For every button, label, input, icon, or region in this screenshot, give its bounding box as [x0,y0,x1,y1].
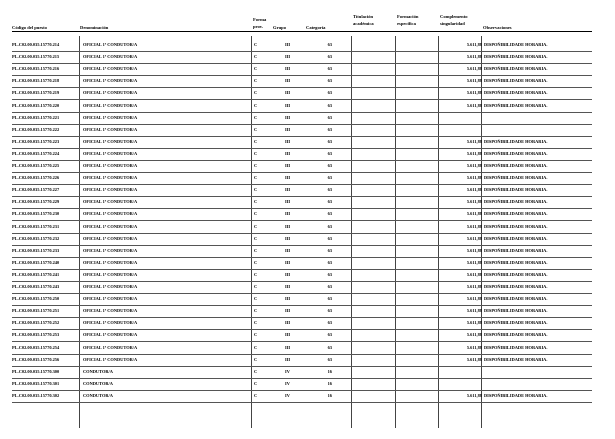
cell-denominacion: OFICIAL 1ª CONDUTOR/A [83,138,138,144]
table-row [12,113,592,125]
header-rule [12,31,592,32]
cell-forma: C [254,54,258,60]
header-titulacion-line2: académica [353,21,374,26]
cell-grupo: IV [285,380,290,386]
cell-complemento: 5.611,88 [466,199,482,205]
cell-codigo: PL.C02.00.035.15770.225 [12,163,60,168]
cell-denominacion: OFICIAL 1ª CONDUTOR/A [83,308,138,314]
cell-forma: C [254,368,258,374]
cell-observaciones: DISPOÑIBILIDADE HORARIA. [484,320,548,326]
header-complemento-line2: singularidad [440,21,465,26]
cell-denominacion: OFICIAL 1ª CONDUTOR/A [83,235,138,241]
cell-categoria: 63 [327,175,332,181]
cell-grupo: III [285,54,291,60]
cell-forma: C [254,356,258,362]
cell-denominacion: OFICIAL 1ª CONDUTOR/A [83,54,138,60]
cell-denominacion: OFICIAL 1ª CONDUTOR/A [83,259,138,265]
cell-denominacion: CONDUTOR/A [83,392,113,398]
cell-categoria: 63 [327,332,332,338]
cell-grupo: III [285,187,291,193]
table-row [12,173,592,185]
cell-complemento: 5.611,88 [466,392,482,398]
table-row [12,294,592,306]
cell-categoria: 63 [327,187,332,193]
cell-forma: C [254,42,258,47]
cell-observaciones: DISPOÑIBILIDADE HORARIA. [484,42,548,47]
cell-denominacion: CONDUTOR/A [83,380,113,386]
cell-categoria: 63 [327,296,332,302]
header-codigo: Código del puesto [12,25,47,30]
cell-forma: C [254,223,258,229]
cell-observaciones: DISPOÑIBILIDADE HORARIA. [484,150,548,156]
cell-categoria: 63 [327,223,332,229]
cell-forma: C [254,392,258,398]
table-row [12,306,592,318]
cell-categoria: 63 [327,102,332,108]
table-row [12,391,592,403]
table-row [12,246,592,258]
cell-forma: C [254,344,258,350]
cell-denominacion: OFICIAL 1ª CONDUTOR/A [83,356,138,362]
table-row [12,234,592,246]
header-formacion-line2: específica [397,21,416,26]
cell-codigo: PL.C02.00.035.15770.218 [12,78,60,84]
cell-codigo: PL.C02.00.035.15770.233 [12,247,60,253]
cell-codigo: PL.C02.00.035.15770.220 [12,102,60,108]
cell-observaciones: DISPOÑIBILIDADE HORARIA. [484,284,548,289]
cell-observaciones: DISPOÑIBILIDADE HORARIA. [484,90,548,96]
cell-grupo: IV [285,368,290,374]
table-row [12,40,592,52]
cell-observaciones: DISPOÑIBILIDADE HORARIA. [484,66,548,72]
cell-categoria: 63 [327,66,332,72]
cell-denominacion: OFICIAL 1ª CONDUTOR/A [83,175,138,181]
cell-complemento: 5.611,88 [466,223,482,229]
cell-codigo: PL.C02.00.035.15770.227 [12,187,60,193]
cell-denominacion: OFICIAL 1ª CONDUTOR/A [83,332,138,338]
cell-denominacion: OFICIAL 1ª CONDUTOR/A [83,66,138,72]
table-row [12,318,592,330]
cell-codigo: PL.C02.00.035.15770.222 [12,126,60,132]
table-row [12,52,592,64]
cell-observaciones: DISPOÑIBILIDADE HORARIA. [484,223,548,229]
cell-forma: C [254,90,258,96]
cell-complemento: 5.611,88 [466,296,482,302]
cell-observaciones: DISPOÑIBILIDADE HORARIA. [484,175,548,181]
cell-denominacion: OFICIAL 1ª CONDUTOR/A [83,102,138,108]
cell-forma: C [254,78,258,84]
cell-codigo: PL.C02.00.035.15770.229 [12,199,60,205]
row-divider [12,402,592,403]
cell-forma: C [254,199,258,205]
table-row [12,355,592,367]
table-row [12,161,592,173]
cell-observaciones: DISPOÑIBILIDADE HORARIA. [484,102,548,108]
cell-denominacion: OFICIAL 1ª CONDUTOR/A [83,78,138,84]
header-forma-line2: prov. [253,24,263,29]
table-row [12,64,592,76]
cell-denominacion: OFICIAL 1ª CONDUTOR/A [83,247,138,253]
cell-denominacion: OFICIAL 1ª CONDUTOR/A [83,320,138,326]
cell-complemento: 5.611,88 [466,54,482,60]
cell-categoria: 63 [327,235,332,241]
cell-grupo: III [285,90,291,96]
cell-complemento: 5.611,88 [466,308,482,314]
header-grupo: Grupo [273,25,287,30]
cell-codigo: PL.C02.00.035.15770.253 [12,332,60,338]
cell-grupo: III [285,308,291,314]
cell-codigo: PL.C02.00.035.15770.256 [12,356,60,362]
cell-forma: C [254,150,258,156]
cell-forma: C [254,332,258,338]
cell-complemento: 5.611,88 [466,78,482,84]
cell-grupo: III [285,175,291,181]
cell-grupo: III [285,332,291,338]
table-row [12,76,592,88]
table-row [12,209,592,221]
cell-codigo: PL.C02.00.035.15770.241 [12,271,60,277]
cell-grupo: III [285,235,291,241]
cell-forma: C [254,126,258,132]
table-row [12,282,592,294]
cell-grupo: III [285,247,291,253]
cell-codigo: PL.C02.00.035.15770.224 [12,150,60,156]
cell-complemento: 5.611,88 [466,344,482,350]
table-row [12,197,592,209]
cell-denominacion: OFICIAL 1ª CONDUTOR/A [83,271,138,277]
table-row [12,149,592,161]
cell-complemento: 5.611,88 [466,271,482,277]
cell-forma: C [254,235,258,241]
table-row [12,125,592,137]
cell-observaciones: DISPOÑIBILIDADE HORARIA. [484,259,548,265]
cell-complemento: 5.611,88 [466,42,482,47]
header-denominacion: Denominación [80,25,109,30]
cell-grupo: III [285,259,291,265]
cell-categoria: 63 [327,271,332,277]
cell-categoria: 63 [327,138,332,144]
cell-forma: C [254,296,258,302]
cell-grupo: III [285,138,291,144]
header-forma-line1: Forma [253,17,267,22]
cell-observaciones: DISPOÑIBILIDADE HORARIA. [484,344,548,350]
table-row [12,330,592,342]
table-row [12,185,592,197]
cell-categoria: 16 [327,380,332,386]
cell-codigo: PL.C02.00.035.15770.223 [12,138,60,144]
cell-complemento: 5.611,88 [466,163,482,168]
cell-observaciones: DISPOÑIBILIDADE HORARIA. [484,235,548,241]
header-complemento-line1: Complemento [440,14,468,19]
cell-complemento: 5.611,88 [466,235,482,241]
cell-complemento: 5.611,88 [466,284,482,289]
table-row [12,101,592,113]
cell-denominacion: OFICIAL 1ª CONDUTOR/A [83,211,138,217]
cell-denominacion: OFICIAL 1ª CONDUTOR/A [83,344,138,350]
cell-codigo: PL.C02.00.035.15770.251 [12,308,60,314]
cell-complemento: 5.611,88 [466,138,482,144]
cell-denominacion: OFICIAL 1ª CONDUTOR/A [83,114,138,120]
cell-grupo: III [285,150,291,156]
cell-codigo: PL.C02.00.035.15770.250 [12,296,60,302]
cell-forma: C [254,66,258,72]
cell-forma: C [254,211,258,217]
cell-complemento: 5.611,88 [466,211,482,217]
cell-grupo: III [285,211,291,217]
cell-categoria: 63 [327,150,332,156]
cell-categoria: 63 [327,42,332,47]
cell-observaciones: DISPOÑIBILIDADE HORARIA. [484,54,548,60]
cell-denominacion: OFICIAL 1ª CONDUTOR/A [83,126,138,132]
cell-observaciones: DISPOÑIBILIDADE HORARIA. [484,296,548,302]
cell-grupo: III [285,344,291,350]
cell-observaciones: DISPOÑIBILIDADE HORARIA. [484,356,548,362]
cell-codigo: PL.C02.00.035.15770.221 [12,114,60,120]
cell-observaciones: DISPOÑIBILIDADE HORARIA. [484,271,548,277]
cell-complemento: 5.611,88 [466,356,482,362]
cell-categoria: 63 [327,308,332,314]
cell-denominacion: OFICIAL 1ª CONDUTOR/A [83,187,138,193]
cell-categoria: 63 [327,126,332,132]
cell-observaciones: DISPOÑIBILIDADE HORARIA. [484,199,548,205]
cell-complemento: 5.611,88 [466,187,482,193]
cell-observaciones: DISPOÑIBILIDADE HORARIA. [484,247,548,253]
cell-complemento: 5.611,88 [466,247,482,253]
cell-grupo: III [285,42,291,47]
cell-categoria: 16 [327,368,332,374]
cell-grupo: III [285,223,291,229]
cell-grupo: IV [285,392,290,398]
cell-codigo: PL.C02.00.035.15770.300 [12,368,60,374]
cell-denominacion: OFICIAL 1ª CONDUTOR/A [83,163,138,168]
cell-complemento: 5.611,88 [466,150,482,156]
cell-denominacion: OFICIAL 1ª CONDUTOR/A [83,150,138,156]
cell-complemento: 5.611,88 [466,90,482,96]
cell-categoria: 63 [327,259,332,265]
header-categoria: Categoría [306,25,326,30]
table-row [12,379,592,391]
cell-forma: C [254,380,258,386]
cell-grupo: III [285,66,291,72]
cell-forma: C [254,247,258,253]
cell-codigo: PL.C02.00.035.15770.252 [12,320,60,326]
cell-categoria: 63 [327,356,332,362]
cell-complemento: 5.611,88 [466,332,482,338]
cell-denominacion: OFICIAL 1ª CONDUTOR/A [83,42,138,47]
cell-observaciones: DISPOÑIBILIDADE HORARIA. [484,138,548,144]
table-row [12,137,592,149]
cell-categoria: 63 [327,54,332,60]
cell-denominacion: OFICIAL 1ª CONDUTOR/A [83,296,138,302]
cell-categoria: 63 [327,344,332,350]
cell-grupo: III [285,199,291,205]
cell-forma: C [254,320,258,326]
cell-observaciones: DISPOÑIBILIDADE HORARIA. [484,78,548,84]
cell-denominacion: OFICIAL 1ª CONDUTOR/A [83,284,138,289]
cell-codigo: PL.C02.00.035.15770.219 [12,90,60,96]
header-observaciones: Observaciones [483,25,512,30]
cell-complemento: 5.611,88 [466,66,482,72]
cell-grupo: III [285,284,291,289]
table-row [12,88,592,100]
cell-observaciones: DISPOÑIBILIDADE HORARIA. [484,392,548,398]
table-row [12,367,592,379]
cell-observaciones: DISPOÑIBILIDADE HORARIA. [484,163,548,168]
cell-grupo: III [285,163,291,168]
cell-observaciones: DISPOÑIBILIDADE HORARIA. [484,308,548,314]
cell-codigo: PL.C02.00.035.15770.243 [12,284,60,289]
cell-categoria: 63 [327,247,332,253]
cell-forma: C [254,308,258,314]
table-row [12,258,592,270]
cell-forma: C [254,284,258,289]
table-row [12,222,592,234]
cell-codigo: PL.C02.00.035.15770.301 [12,380,60,386]
cell-codigo: PL.C02.00.035.15770.254 [12,344,60,350]
cell-denominacion: OFICIAL 1ª CONDUTOR/A [83,223,138,229]
cell-categoria: 63 [327,284,332,289]
cell-codigo: PL.C02.00.035.15770.231 [12,223,60,229]
cell-grupo: III [285,78,291,84]
cell-categoria: 63 [327,90,332,96]
cell-categoria: 63 [327,78,332,84]
cell-categoria: 63 [327,211,332,217]
cell-forma: C [254,114,258,120]
cell-grupo: III [285,102,291,108]
cell-codigo: PL.C02.00.035.15770.230 [12,211,60,217]
cell-forma: C [254,259,258,265]
cell-categoria: 63 [327,199,332,205]
cell-observaciones: DISPOÑIBILIDADE HORARIA. [484,332,548,338]
cell-observaciones: DISPOÑIBILIDADE HORARIA. [484,187,548,193]
cell-grupo: III [285,271,291,277]
cell-categoria: 63 [327,320,332,326]
cell-denominacion: OFICIAL 1ª CONDUTOR/A [83,90,138,96]
cell-forma: C [254,271,258,277]
table-row [12,270,592,282]
cell-denominacion: OFICIAL 1ª CONDUTOR/A [83,199,138,205]
cell-codigo: PL.C02.00.035.15770.215 [12,54,60,60]
cell-grupo: III [285,320,291,326]
cell-codigo: PL.C02.00.035.15770.240 [12,259,60,265]
cell-codigo: PL.C02.00.035.15770.232 [12,235,60,241]
cell-forma: C [254,187,258,193]
cell-codigo: PL.C02.00.035.15770.302 [12,392,60,398]
cell-codigo: PL.C02.00.035.15770.214 [12,42,60,47]
table-row [12,343,592,355]
cell-complemento: 5.611,88 [466,175,482,181]
header-titulacion-line1: Titulación [353,14,374,19]
cell-forma: C [254,102,258,108]
cell-grupo: III [285,356,291,362]
cell-categoria: 16 [327,392,332,398]
cell-forma: C [254,138,258,144]
cell-complemento: 5.611,88 [466,320,482,326]
cell-complemento: 5.611,88 [466,102,482,108]
cell-categoria: 63 [327,114,332,120]
header-formacion-line1: Formación [397,14,419,19]
cell-complemento: 5.611,88 [466,259,482,265]
cell-forma: C [254,175,258,181]
cell-categoria: 63 [327,163,332,168]
cell-observaciones: DISPOÑIBILIDADE HORARIA. [484,211,548,217]
cell-grupo: III [285,296,291,302]
cell-forma: C [254,163,258,168]
cell-codigo: PL.C02.00.035.15770.226 [12,175,60,181]
cell-codigo: PL.C02.00.035.15770.216 [12,66,60,72]
cell-denominacion: CONDUTOR/A [83,368,113,374]
cell-grupo: III [285,114,291,120]
cell-grupo: III [285,126,291,132]
